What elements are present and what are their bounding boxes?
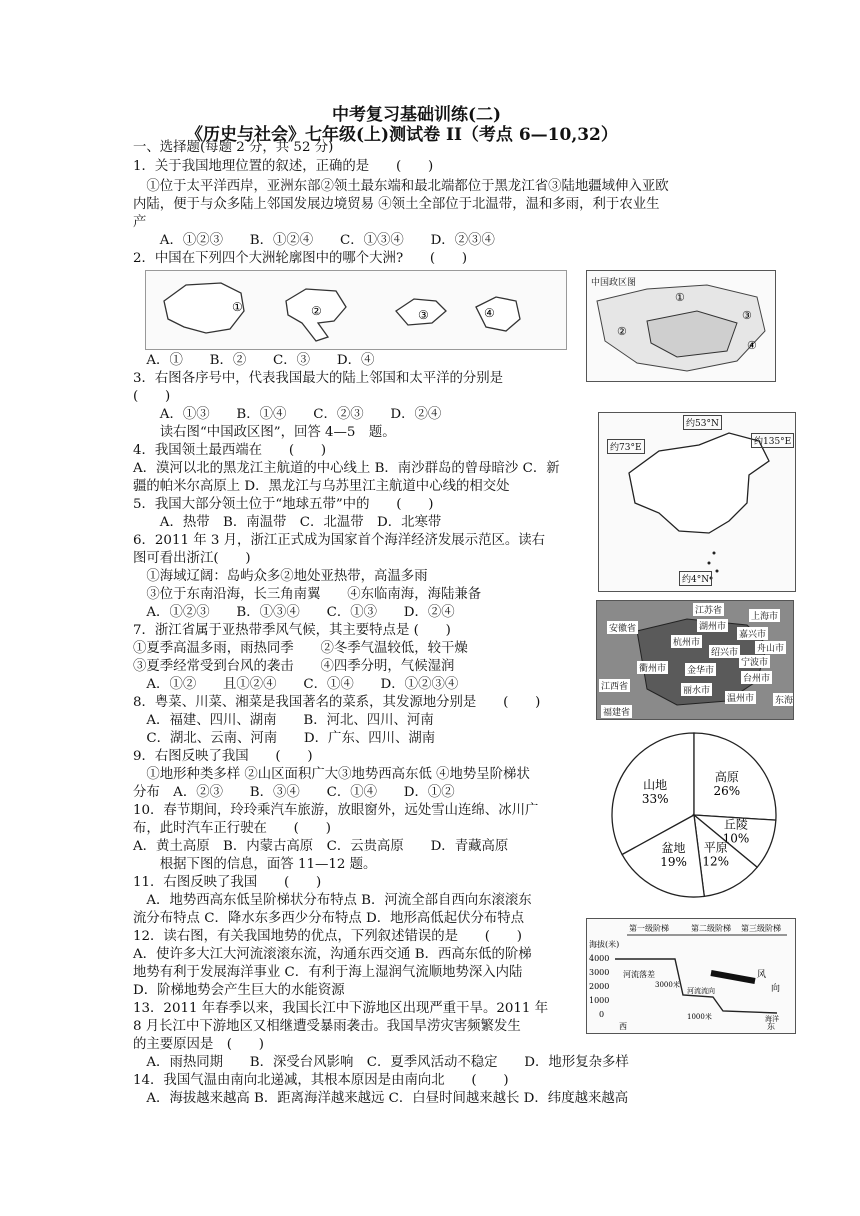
drop-1000-label: 1000米 <box>687 1013 712 1021</box>
question-line: 9．右图反映了我国 ( ) <box>133 749 313 764</box>
neighbor-label-3: ③ <box>742 309 752 322</box>
question-line: 10．春节期间，玲玲乘汽车旅游，放眼窗外，远处雪山连绵、冰川广 <box>133 803 539 818</box>
y-unit-label: 海拔(米) <box>589 940 620 949</box>
zj-ningbo: 宁波市 <box>739 655 770 668</box>
zj-quzhou: 衢州市 <box>637 661 668 674</box>
pie-slice-label: 山地 <box>643 778 668 793</box>
continent-label-1: ① <box>232 300 243 314</box>
question-line: ①夏季高温多雨，雨热同季 ②冬季气温较低，较干燥 <box>133 641 468 656</box>
neighbor-map-figure <box>586 270 776 382</box>
terrain-profile-figure <box>586 918 796 1034</box>
question-line: 11．右图反映了我国 ( ) <box>133 875 322 890</box>
question-line: A．①③ B．①④ C．②③ D．②④ <box>133 407 442 422</box>
zj-hangzhou: 杭州市 <box>671 635 702 648</box>
east-label: 东 <box>767 1022 775 1031</box>
question-line: 内陆，便于与众多陆上邻国发展边境贸易 ④领土全部位于北温带，温和多雨，利于农业生 <box>133 197 660 212</box>
question-line: 3．右图各序号中，代表我国最大的陆上邻国和太平洋的分别是 <box>133 371 504 386</box>
question-line: C．湖北、云南、河南 D．广东、四川、湖南 <box>133 731 436 746</box>
question-line: A．使许多大江大河流滚滚东流，沟通东西交通 B．西高东低的阶梯 <box>133 947 532 962</box>
label-73e: 约73°E <box>607 439 645 454</box>
question-line: 根据下图的信息，面答 11—12 题。 <box>133 857 377 872</box>
question-line: 6．2011 年 3 月，浙江正式成为国家首个海洋经济发展示范区。读右 <box>133 533 546 548</box>
ocean-label: 海洋 <box>765 1015 779 1023</box>
question-line: A．① B．② C．③ D．④ <box>133 353 375 368</box>
terrain-pie-chart <box>596 730 792 900</box>
zj-jiangsu: 江苏省 <box>693 603 724 616</box>
question-line: A．热带 B．南温带 C．北温带 D．北寒带 <box>133 515 442 530</box>
question-line: 流分布特点 C．降水东多西少分布特点 D．地形高低起伏分布特点 <box>133 911 525 926</box>
china-political-map <box>598 412 796 592</box>
y-tick-3000: 3000 <box>589 968 610 977</box>
question-line: 疆的帕米尔高原上 D．黑龙江与乌苏里江主航道中心线的相交处 <box>133 479 510 494</box>
pie-slice-label: 盆地 <box>661 841 686 856</box>
continent-outlines-figure <box>145 270 567 350</box>
zhejiang-map <box>596 600 794 720</box>
river-flow-label: 河流流向 <box>687 987 715 995</box>
zj-donghai: 东海 <box>773 693 794 706</box>
y-tick-4000: 4000 <box>589 954 610 963</box>
question-line: 2．中国在下列四个大洲轮廓图中的哪个大洲? ( ) <box>133 251 468 266</box>
question-line: ( ) <box>133 389 171 404</box>
question-line: ①海域辽阔：岛屿众多②地处亚热带，高温多雨 <box>133 569 428 584</box>
question-line: 8 月长江中下游地区又相继遭受暴雨袭击。我国旱涝灾害频繁发生 <box>133 1019 521 1034</box>
question-line: ①地形种类多样 ②山区面积广大③地势西高东低 ④地势呈阶梯状 <box>133 767 530 782</box>
question-line: 分布 A．②③ B．③④ C．①④ D．①② <box>133 785 455 800</box>
page-subtitle: 《历史与社会》七年级(上)测试卷 II（考点 6—10,32） <box>186 125 618 145</box>
question-line: A．黄土高原 B．内蒙古高原 C．云贵高原 D．青藏高原 <box>133 839 509 854</box>
question-line: A．雨热同期 B．深受台风影响 C．夏季风活动不稳定 D．地形复杂多样 <box>133 1055 629 1070</box>
profile-svg <box>587 919 795 1033</box>
question-line: 布，此时汽车正行驶在 ( ) <box>133 821 331 836</box>
question-line: A．①② 且①②④ C．①④ D．①②③④ <box>133 677 459 692</box>
question-line: D．阶梯地势会产生巨大的水能资源 <box>133 983 345 998</box>
zj-huzhou: 湖州市 <box>697 619 728 632</box>
zj-wenzhou: 温州市 <box>725 691 756 704</box>
pie-slice-label: 12% <box>702 854 730 869</box>
question-line: ③夏季经常受到台风的袭击 ④四季分明，气候湿润 <box>133 659 455 674</box>
pie-slice-label: 19% <box>660 855 687 870</box>
label-4n: 约4°N <box>679 571 712 586</box>
question-line: 1．关于我国地理位置的叙述，正确的是 ( ) <box>133 159 434 174</box>
question-line: ③位于东南沿海，长三角南翼 ④东临南海，海陆兼备 <box>133 587 482 602</box>
y-tick-2000: 2000 <box>589 982 610 991</box>
neighbor-map-svg <box>587 271 775 381</box>
pie-slice-label: 10% <box>722 831 750 846</box>
neighbor-label-4: ④ <box>747 339 757 352</box>
zj-jiangxi: 江西省 <box>599 679 630 692</box>
zj-shaoxing: 绍兴市 <box>709 645 740 658</box>
question-line: A．漠河以北的黑龙江主航道的中心线上 B．南沙群岛的曾母暗沙 C．新 <box>133 461 560 476</box>
question-line: 地势有利于发展海洋事业 C．有利于海上湿润气流顺地势深入内陆 <box>133 965 523 980</box>
continent-label-4: ④ <box>484 306 495 320</box>
question-line: ①位于太平洋西岸，亚洲东部②领土最东端和最北端都位于黑龙江省③陆地疆域伸入亚欧 <box>133 179 669 194</box>
question-line: 读右图“中国政区图”，回答 4—5 题。 <box>133 425 396 440</box>
zj-jinhua: 金华市 <box>685 663 716 676</box>
neighbor-label-2: ② <box>617 325 627 338</box>
question-line: A．福建、四川、湖南 B．河北、四川、河南 <box>133 713 434 728</box>
question-line: A．海拔越来越高 B．距离海洋越来越远 C．白昼时间越来越长 D．纬度越来越高 <box>133 1091 629 1106</box>
pie-svg <box>596 730 792 900</box>
pie-slice-label: 平原 <box>703 840 728 855</box>
question-line: 8．粤菜、川菜、湘菜是我国著名的菜系，其发源地分别是 ( ) <box>133 695 541 710</box>
page-title: 中考复习基础训练(二) <box>332 105 502 125</box>
label-135e: 约135°E <box>751 433 794 448</box>
y-tick-1000: 1000 <box>589 996 610 1005</box>
continent-label-3: ③ <box>418 308 429 322</box>
pie-slice-label: 26% <box>713 784 741 799</box>
direction-label: 向 <box>771 984 781 994</box>
zj-shanghai: 上海市 <box>749 609 780 622</box>
river-drop-label: 河流落差 <box>623 970 655 979</box>
drop-3000-label: 3000米 <box>655 981 680 989</box>
question-line: 7．浙江省属于亚热带季风气候，其主要特点是 ( ) <box>133 623 451 638</box>
label-53n: 约53°N <box>683 415 722 430</box>
step-2-label: 第二级阶梯 <box>691 924 731 933</box>
continent-outlines-svg <box>146 271 566 349</box>
zj-fujian: 福建省 <box>601 705 632 718</box>
pie-slice-label: 高原 <box>714 770 739 785</box>
zj-zhoushan: 舟山市 <box>755 641 786 654</box>
zj-anhui: 安徽省 <box>607 621 638 634</box>
west-label: 西 <box>619 1022 627 1031</box>
step-3-label: 第三级阶梯 <box>741 924 781 933</box>
question-line: 4．我国领土最西端在 ( ) <box>133 443 327 458</box>
continent-label-2: ② <box>311 304 322 318</box>
section-heading: 一、选择题(每题 2 分，共 52 分) <box>133 140 334 155</box>
zj-lishui: 丽水市 <box>681 683 712 696</box>
question-line: 12．读右图，有关我国地势的优点，下列叙述错误的是 ( ) <box>133 929 523 944</box>
neighbor-label-1: ① <box>675 291 685 304</box>
y-tick-0: 0 <box>599 1010 605 1019</box>
question-line: 14．我国气温由南向北递减，其根本原因是由南向北 ( ) <box>133 1073 509 1088</box>
zj-taizhou: 台州市 <box>741 671 772 684</box>
question-line: 13．2011 年春季以来，我国长江中下游地区出现严重干旱。2011 年 <box>133 1001 549 1016</box>
question-line: 产 <box>133 215 147 230</box>
zj-jiaxing: 嘉兴市 <box>737 627 768 640</box>
wind-label: 风 <box>757 970 767 980</box>
question-line: A．地势西高东低呈阶梯状分布特点 B．河流全部自西向东滚滚东 <box>133 893 532 908</box>
question-line: 的主要原因是 ( ) <box>133 1037 264 1052</box>
neighbor-map-title: 中国政区图 <box>591 278 637 288</box>
question-line: 5．我国大部分领土位于“地球五带”中的 ( ) <box>133 497 434 512</box>
question-line: A．①②③ B．①②④ C．①③④ D．②③④ <box>133 233 495 248</box>
pie-slice-label: 丘陵 <box>723 817 748 832</box>
step-1-label: 第一级阶梯 <box>629 924 669 933</box>
pie-slice-label: 33% <box>641 792 669 807</box>
question-line: A．①②③ B．①③④ C．①③ D．②④ <box>133 605 455 620</box>
question-line: 图可看出浙江( ) <box>133 551 251 566</box>
